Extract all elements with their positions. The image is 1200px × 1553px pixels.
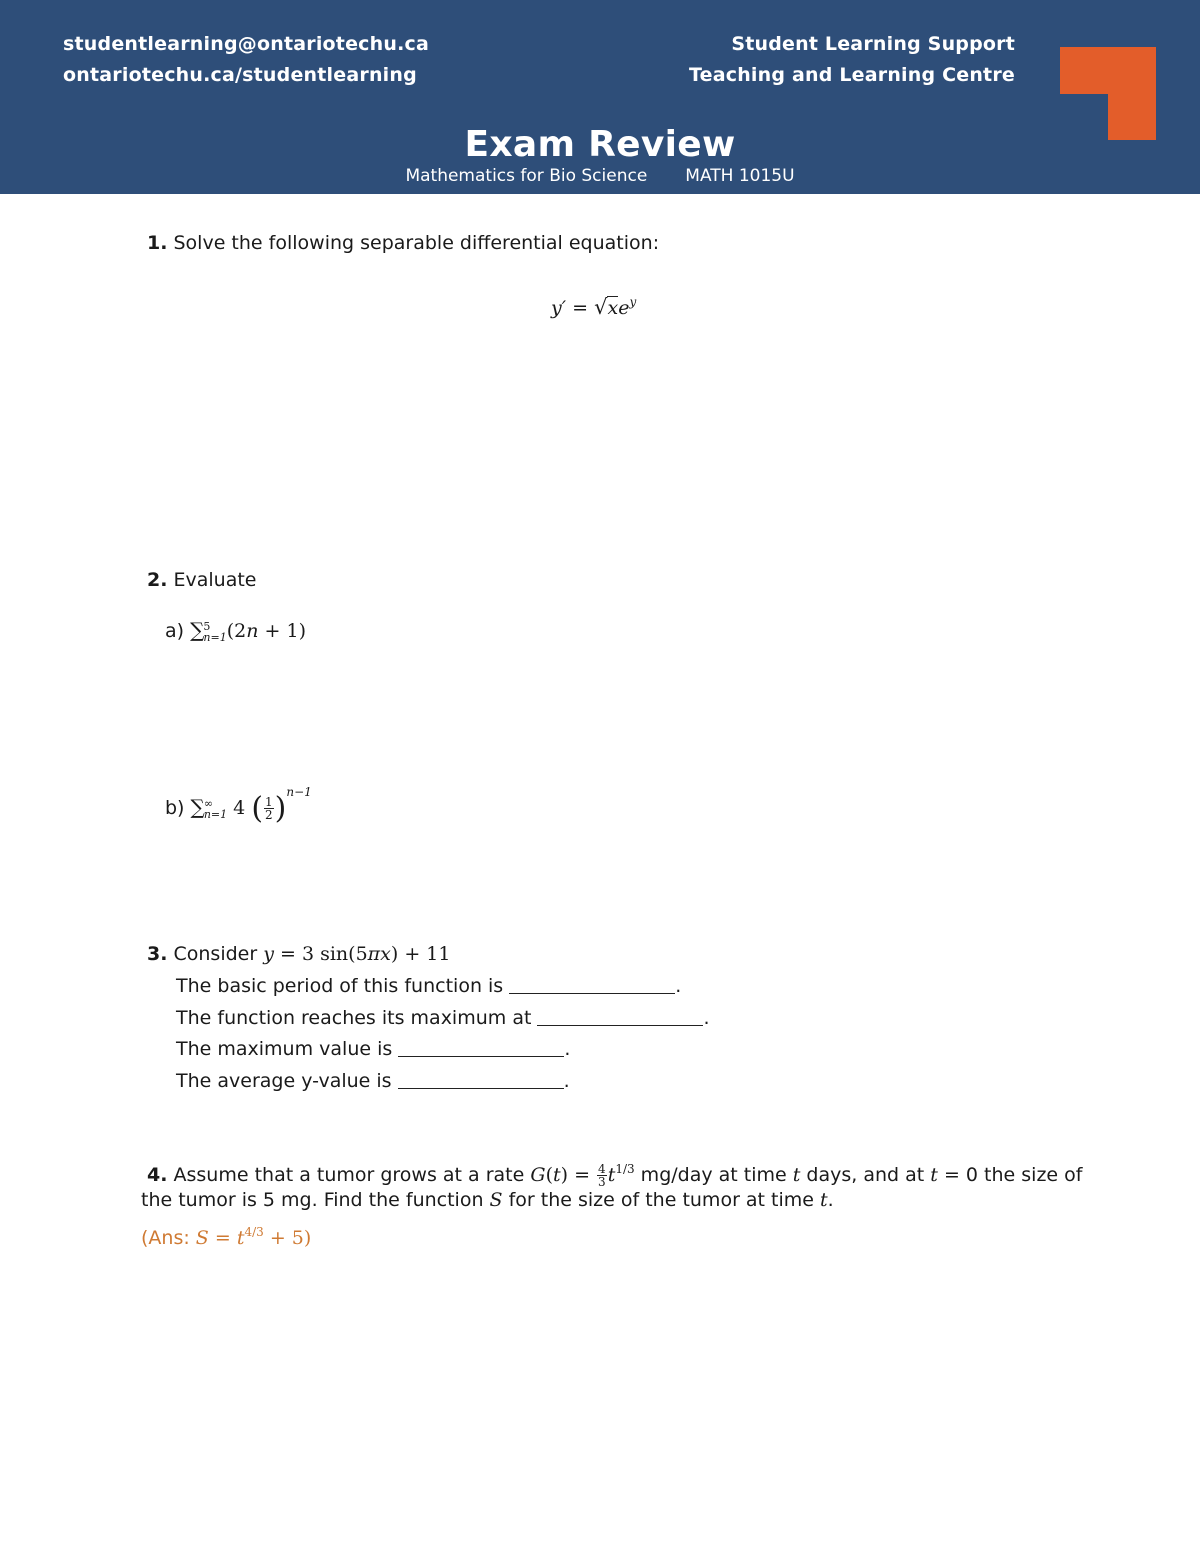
q2-part-b: b) ∑ ∞ n=1 4 ( $\frac{1}{2}$ )$^{n-1}$ <box>165 785 312 826</box>
question-intro: Consider <box>173 943 258 965</box>
header-band <box>0 0 1200 194</box>
q3-line-average: The average y-value is . <box>176 1070 570 1092</box>
q1-equation: $y' = √xe^y$ <box>551 295 637 319</box>
department-name: Student Learning Support <box>731 33 1015 55</box>
question-4: 4. Assume that a tumor grows at a rate G(t) = $\frac{4}{3}$ $t^{1/3}$ mg/day at time t days, and at t = 0 the size of <box>147 1162 1083 1189</box>
question-number: 1. <box>147 232 168 254</box>
question-number: 2. <box>147 569 168 591</box>
q2-part-a: a) ∑ 5 n=1 (2n + 1) <box>165 618 306 644</box>
part-label: a) <box>165 620 185 642</box>
answer-blank[interactable] <box>398 1070 564 1089</box>
question-text: Solve the following separable differential equation: <box>173 232 660 254</box>
q4-answer: (Ans: $S = t^{4/3} + 5$) <box>141 1225 312 1249</box>
centre-name: Teaching and Learning Centre <box>688 64 1015 86</box>
answer-blank[interactable] <box>398 1038 564 1057</box>
page-subtitle <box>0 166 1200 186</box>
question-3: 3. Consider y = 3 sin(5πx) + 11 <box>147 943 451 965</box>
page-title: Exam Review <box>464 124 736 165</box>
question-1 <box>147 228 659 259</box>
course-code: MATH 1015U <box>685 166 795 186</box>
q3-line-maximum-value: The maximum value is . <box>176 1038 571 1060</box>
question-text: Evaluate <box>173 569 257 591</box>
contact-email: studentlearning@ontariotechu.ca <box>63 33 429 55</box>
q3-line-maximum-at: The function reaches its maximum at . <box>176 1007 710 1029</box>
question-2 <box>147 565 257 596</box>
answer-blank[interactable] <box>509 975 675 994</box>
course-name: Mathematics for Bio Science <box>405 166 648 186</box>
contact-website: ontariotechu.ca/studentlearning <box>63 64 417 86</box>
question-number: 4. <box>147 1164 168 1186</box>
answer-blank[interactable] <box>537 1007 703 1026</box>
q3-line-period: The basic period of this function is . <box>176 975 682 997</box>
question-4-continued: the tumor is 5 mg. Find the function S for the size of the tumor at time t. <box>141 1189 834 1211</box>
part-label: b) <box>165 797 185 819</box>
question-number: 3. <box>147 943 168 965</box>
